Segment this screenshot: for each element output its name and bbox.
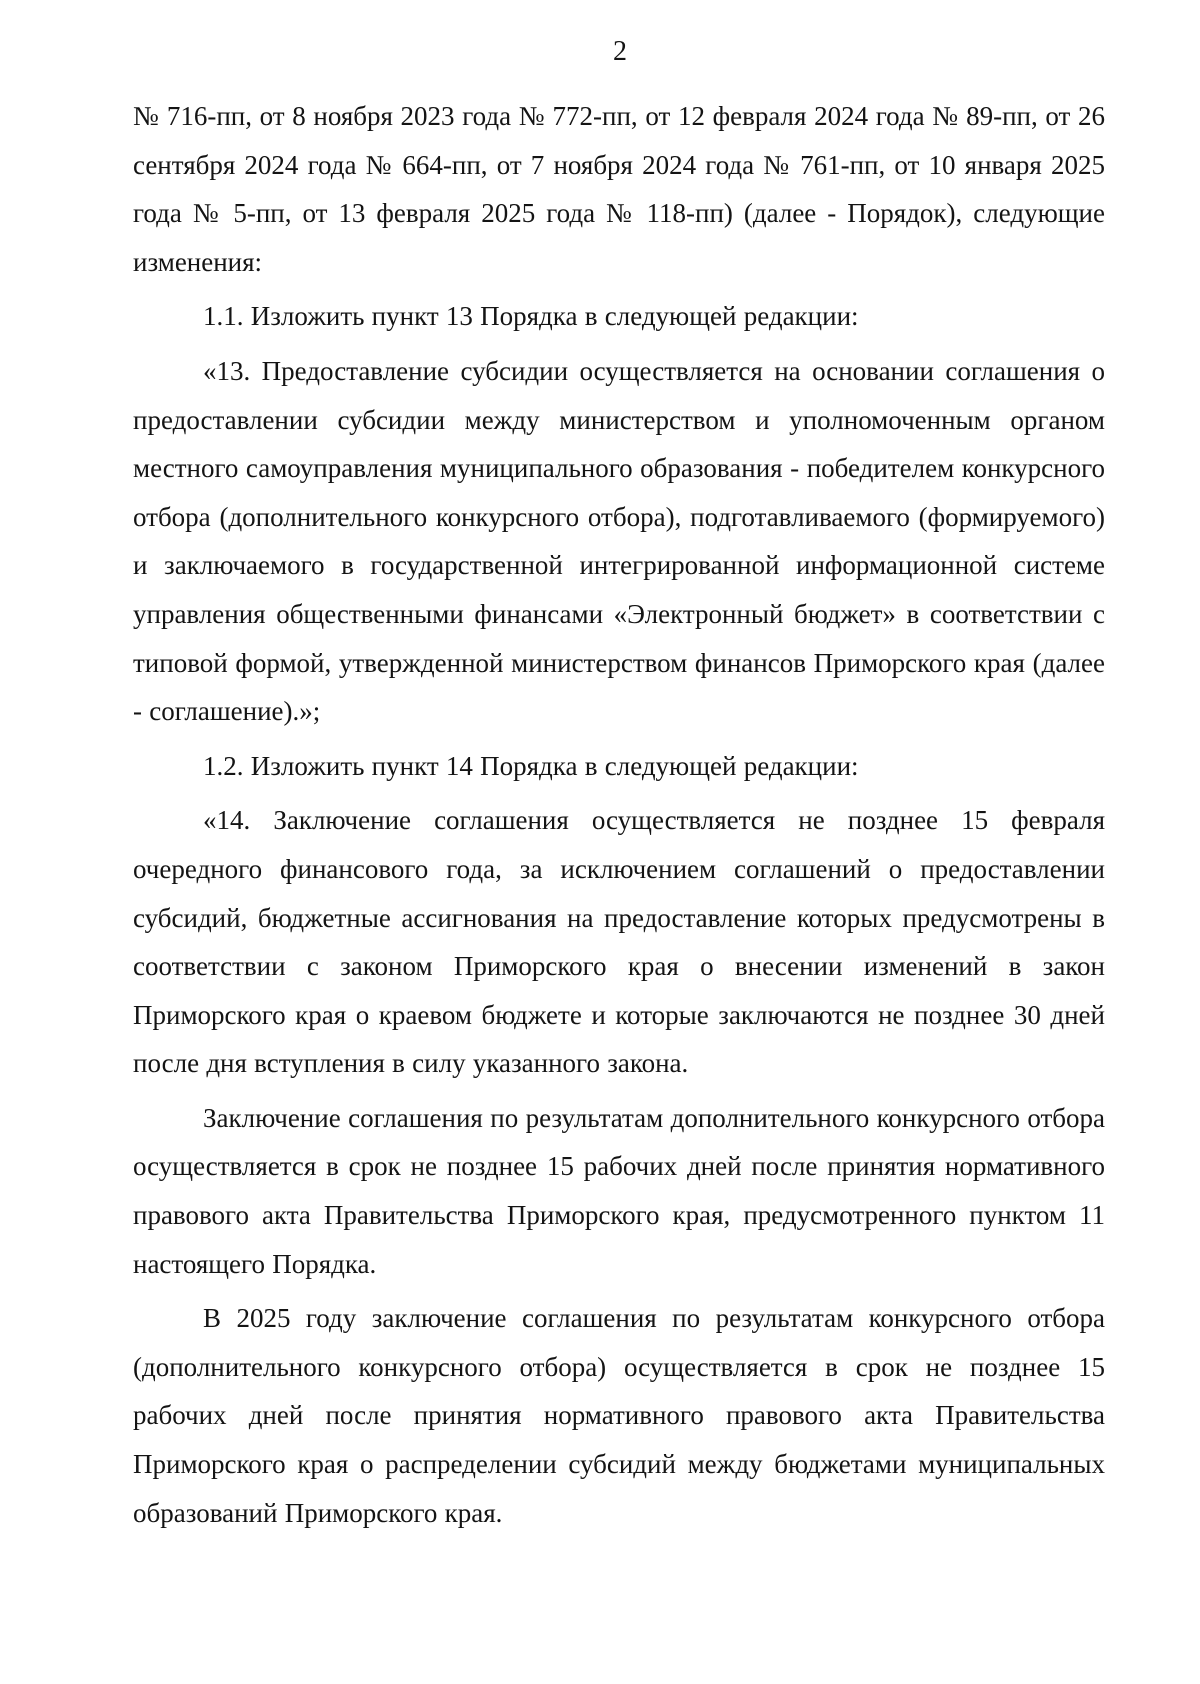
paragraph-continuation: № 716-пп, от 8 ноября 2023 года № 772-пп, от 12 февраля 2024 года № 89-пп, от 26 сентября 2024 года № 664-пп, от 7 ноября 2024 года № 761-пп, от 10 января 2025 года № 5-пп, от 13 февраля 2025 года № 118-пп) (далее - Порядок), следующие изменения:	[133, 101, 1105, 277]
paragraph-additional-selection: Заключение соглашения по результатам дополнительного конкурсного отбора осуществляется в срок не позднее 15 рабочих дней после принятия нормативного правового акта Правительства Приморского края, предусмотренного пунктом 11 настоящего Порядка.	[133, 1102, 1105, 1279]
paragraph-item-1-2: 1.2. Изложить пункт 14 Порядка в следующей редакции:	[203, 750, 859, 781]
page-number: 2	[613, 36, 627, 67]
document-body	[133, 92, 1105, 1537]
paragraph-item-1-1: 1.1. Изложить пункт 13 Порядка в следующей редакции:	[203, 301, 859, 332]
paragraph-clause-13: «13. Предоставление субсидии осуществляется на основании соглашения о предоставлении субсидии между министерством и уполномоченным органом местного самоуправления муниципального образования - победителем конкурсного отбора (дополнительного конкурсного отбора), подготавливаемого (формируемого) и заключаемого в государственной интегрированной информационной системе управления общественными финансами «Электронный бюджет» в соответствии с типовой формой, утвержденной министерством финансов Приморского края (далее - соглашение).»;	[133, 355, 1105, 727]
paragraph-clause-14: «14. Заключение соглашения осуществляется не позднее 15 февраля очередного финансового года, за исключением соглашений о предоставлении субсидий, бюджетные ассигнования на предоставление которых предусмотрены в соответствии с законом Приморского края о внесении изменений в закон Приморского края о краевом бюджете и которые заключаются не позднее 30 дней после дня вступления в силу указанного закона.	[133, 805, 1105, 1079]
paragraph-2025-provision: В 2025 году заключение соглашения по результатам конкурсного отбора (дополнительного конкурсного отбора) осуществляется в срок не позднее 15 рабочих дней после принятия нормативного правового акта Правительства Приморского края о распределении субсидий между бюджетами муниципальных образований Приморского края.	[133, 1303, 1105, 1528]
